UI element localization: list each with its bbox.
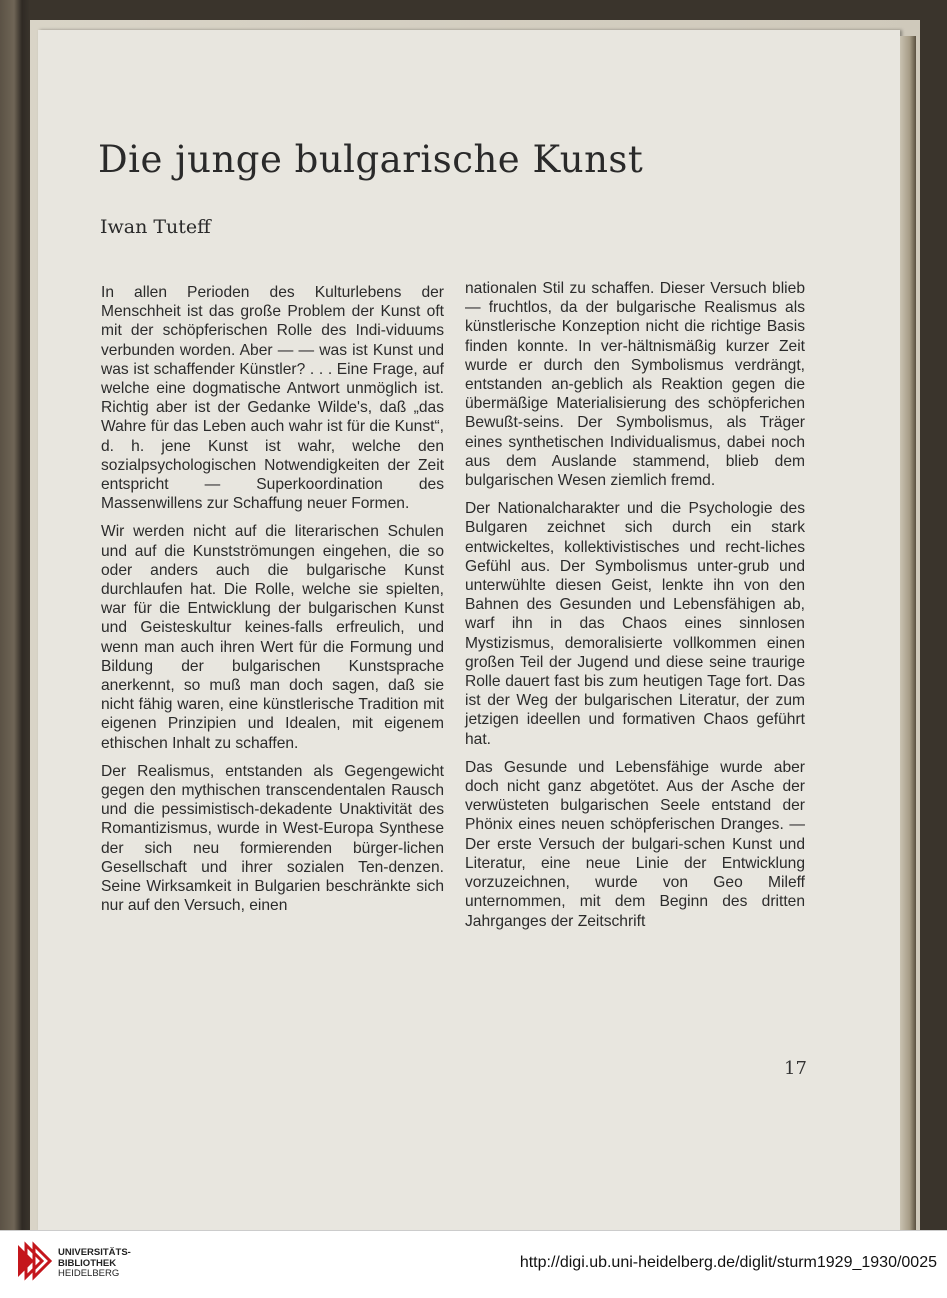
paragraph: Der Realismus, entstanden als Gegengewicht gegen den mythischen transcendentalen Rausch und die pessimistisch-dekadente Unaktivität des Romantizismus, wurde in West-Europa Synthese der sich neu formierenden bürger-lichen Gesellschaft und ihrer sozialen Ten-denzen. Seine Wirksamkeit in Bulgarien beschränkte sich nur auf den Versuch, einen — [101, 762, 444, 915]
paragraph: Das Gesunde und Lebensfähige wurde aber doch nicht ganz abgetötet. Aus der Asche der verwüsteten bulgarischen Seele entstand der Phönix eines neuen schöpferischen Dranges. — Der erste Versuch der bulgari-schen Kunst und Literatur, eine neue Linie der Entwicklung vorzuzeichnen, wurde von Geo Mileff unternommen, mit dem Beginn des dritten Jahrganges der Zeitschrift — [465, 758, 805, 930]
article-title: Die junge bulgarische Kunst — [98, 138, 644, 181]
paragraph: In allen Perioden des Kulturlebens der Menschheit ist das große Problem der Kunst oft mit der schöpferischen Rolle des Indi-viduums verbunden worden. Aber — — was ist Kunst und was ist schaffender Künstler? . . . Eine Frage, auf welche eine dogmatische Antwort unmöglich ist. Richtig aber ist der Gedanke Wilde's, daß „das Wahre für das Leben auch wahr ist für die Kunst“, d. h. jene Kunst ist wahr, welche den sozialpsychologischen Notwendigkeiten der Zeit entspricht — Superkoordination des Massenwillens zur Schaffung neuer Formen. — [101, 284, 444, 513]
library-name — [58, 1248, 131, 1280]
right-text-column — [465, 279, 805, 940]
viewer-footer — [0, 1230, 947, 1298]
page-right-edge — [900, 36, 916, 1230]
paragraph: Wir werden nicht auf die literarischen Schulen und auf die Kunstströmungen eingehen, die so oder anders auch die bulgarische Kunst durchlaufen hat. Die Rolle, welche sie spielten, war für die Entwicklung der bulgarischen Kunst und Geisteskultur keines-falls erfreulich, und wenn man auch ihren Wert für die Formung und Bildung der bulgarischen Kunstsprache anerkennt, so muß man doch sagen, daß sie nicht fähig waren, eine künstlerische Tradition mit eigenen Prinzipien und Idealen, mit eigenem ethischen Inhalt zu schaffen. — [101, 523, 444, 752]
library-name-line: UNIVERSITÄTS- — [58, 1247, 131, 1258]
library-name-line: HEIDELBERG — [58, 1268, 120, 1279]
library-logo-icon — [14, 1241, 54, 1287]
paragraph: Der Nationalcharakter und die Psychologie des Bulgaren zeichnet sich durch ein stark entwickeltes, kollektivistisches und recht-liches Gefühl aus. Der Symbolismus unter-grub und unterwühlte diesen Geist, lenkte ihn von den Bahnen des Gesunden und Lebensfähigen ab, warf ihn in das Chaos eines sinnlosen Mystizismus, demoralisierte vollkommen einen großen Teil der Jugend und diese seine traurige Rolle dauert fast bis zum heutigen Tage fort. Das ist der Weg der bulgarischen Literatur, der zum jetzigen ideellen und formativen Chaos geführt hat. — [465, 500, 805, 748]
page-number: 17 — [784, 1058, 807, 1079]
paragraph: nationalen Stil zu schaffen. Dieser Versuch blieb — fruchtlos, da der bulgarische Realismus als künstlerische Konzeption nicht die richtige Basis finden konnte. In ver-hältnismäßig kurzer Zeit wurde er durch den Symbolismus verdrängt, entstanden an-geblich als Reaktion gegen die übermäßige Materialisierung des schöpferichen Bewußt-seins. Der Symbolismus, als Träger eines synthetischen Individualismus, dabei noch aus dem Auslande stammend, blieb dem bulgarischen Wesen ziemlich fremd. — [465, 280, 805, 490]
document-url[interactable]: http://digi.ub.uni-heidelberg.de/diglit/sturm1929_1930/0025 — [519, 1254, 937, 1271]
library-name-line: BIBLIOTHEK — [58, 1257, 117, 1269]
left-text-column — [101, 283, 444, 925]
article-author: Iwan Tuteff — [100, 216, 211, 238]
